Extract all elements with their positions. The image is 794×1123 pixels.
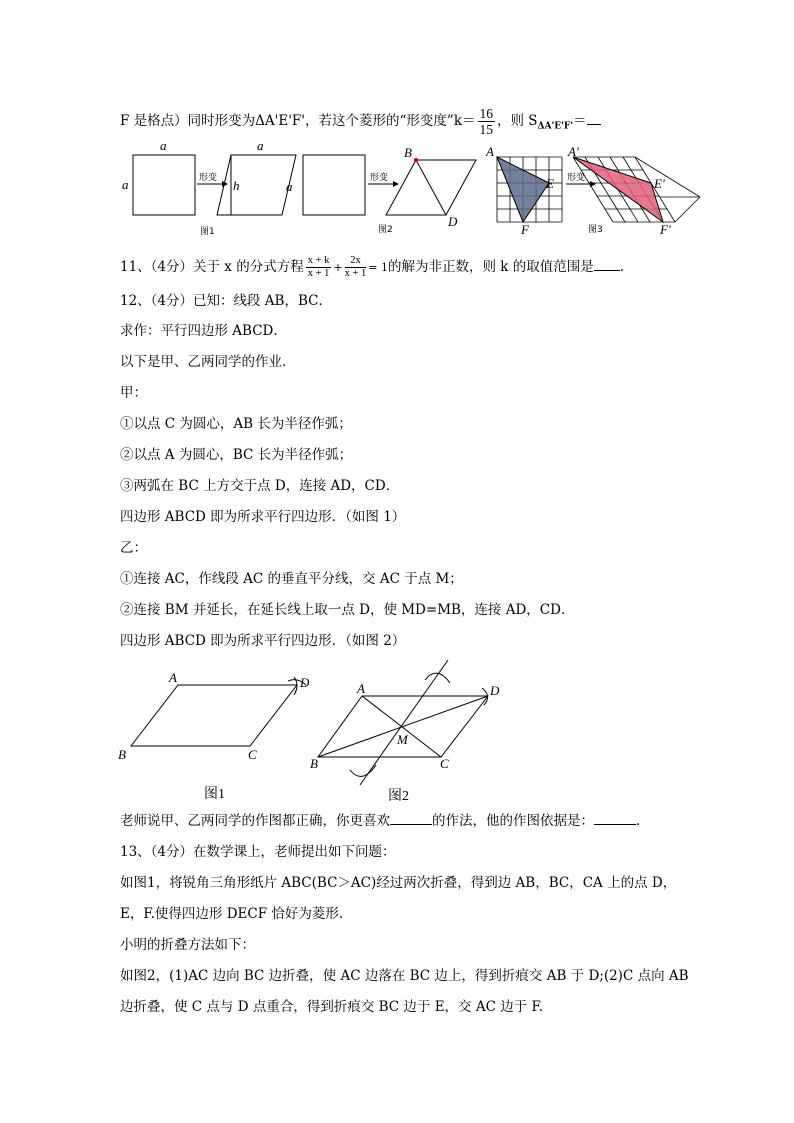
label-a3: a (257, 138, 264, 153)
q13-line5: 如图2，(1)AC 边向 BC 边折叠，使 AC 边落在 BC 边上，得到折痕交 AB 于 D;(2)C 点向 AB (120, 968, 689, 984)
k-fraction: $\frac{16}{15}$ (479, 106, 493, 137)
fig2-label-M: M (397, 732, 408, 747)
fig1-label-C: C (248, 747, 257, 762)
arrow1-label: 形变 (199, 173, 218, 183)
fig2-caption: 图2 (378, 225, 393, 235)
q10-tail-line (120, 106, 601, 137)
label-A2: A′ (568, 144, 579, 159)
label-F: F (521, 222, 529, 237)
label-a1: a (160, 138, 167, 153)
fig2-label-D: D (490, 683, 500, 698)
q13-line3: E，F.使得四边形 DECF 恰好为菱形. (120, 906, 344, 922)
q12-blank1 (390, 812, 432, 825)
parallelogram-fig1 (131, 685, 297, 746)
fig1-label-B: B (118, 747, 126, 762)
q11-answer-blank (594, 258, 620, 271)
q12-line8: 四边形 ABCD 即为所求平行四边形．（如图 1） (120, 509, 406, 525)
q13-line6: 边折叠，使 C 点与 D 点重合，得到折痕交 BC 边于 E，交 AC 边于 F. (120, 999, 544, 1015)
label-a2: a (122, 177, 129, 192)
q10-answer-blank (587, 112, 601, 125)
fig1-caption: 图1 (200, 227, 215, 237)
fig2-caption: 图2 (388, 789, 409, 804)
q13-line4: 小明的折叠方法如下： (120, 937, 255, 953)
fraction-1: $\frac{x + k}{x + 1}$ (307, 255, 330, 279)
label-E: E (546, 176, 554, 191)
q12-line3: 以下是甲、乙两同学的作业． (120, 354, 296, 370)
arrow2-label: 形变 (370, 173, 389, 183)
q12-line1: 12、（4分）已知：线段 AB，BC． (120, 293, 332, 309)
square-shape (133, 155, 195, 215)
q12-line6: ②以点 A 为圆心，BC 长为半径作弧； (120, 447, 353, 463)
fraction-2: $\frac{2x}{x + 1}$ (344, 255, 367, 279)
fig2-label-A: A (357, 681, 365, 696)
q13-line2: 如图1，将锐角三角形纸片 ABC(BC＞AC)经过两次折叠，得到边 AB，BC，CA 上的点 D， (120, 875, 677, 891)
q12-figures (0, 655, 794, 805)
label-a4: a (286, 179, 293, 194)
fig1-caption: 图1 (204, 787, 225, 802)
q12-blank2 (594, 812, 636, 825)
area-subscript: ΔA'E'F' (537, 121, 574, 132)
q10-suffix: ，则 S (497, 113, 538, 129)
label-B: B (404, 145, 412, 160)
q12-line12: 四边形 ABCD 即为所求平行四边形．（如图 2） (120, 633, 406, 649)
fig1-label-D: D (300, 675, 310, 690)
fig1-label-A: A (169, 670, 177, 685)
fig2-label-B: B (310, 756, 318, 771)
q12-line4: 甲： (120, 385, 147, 401)
label-D: D (448, 214, 458, 229)
q12-line7: ③两弧在 BC 上方交于点 D，连接 AD，CD． (120, 478, 400, 494)
rhombus-shape (217, 155, 296, 215)
triangle-A2E2F2 (573, 157, 663, 222)
q12-line2: 求作：平行四边形 ABCD． (120, 323, 287, 339)
q10-figure-row (0, 140, 794, 235)
q12-line9: 乙： (120, 540, 147, 556)
label-F2: F′ (660, 222, 671, 237)
fig2-label-C: C (440, 756, 449, 771)
q11-line: 11、（4分）关于 x 的分式方程 $\frac{x + k}{x + 1}$ + $\frac{2x}{x + 1}$ = 1的解为非正数，则 k 的取值范围是 . (120, 255, 625, 279)
q12-line11: ②连接 BM 并延长，在延长线上取一点 D，使 MD=MB，连接 AD，CD． (120, 602, 575, 618)
label-h: h (233, 178, 240, 193)
q12-line5: ①以点 C 为圆心，AB 长为半径作弧； (120, 416, 352, 432)
label-E2: E′ (654, 176, 665, 191)
q10-end: ＝ (573, 113, 587, 129)
fig3-caption: 图3 (588, 225, 603, 235)
q13-line1: 13、（4分）在数学课上，老师提出如下问题： (120, 844, 396, 860)
label-A: A (486, 144, 494, 159)
q12-answer-line: 老师说甲、乙两同学的作图都正确，你更喜欢 的作法，他的作图依据是： . (120, 813, 641, 829)
arrow3-label: 形变 (567, 173, 586, 183)
q12-line10: ①连接 AC，作线段 AC 的垂直平分线，交 AC 于点 M； (120, 571, 463, 587)
q10-prefix: F 是格点）同时形变为ΔA'E'F'，若这个菱形的“形变度”k＝ (120, 113, 476, 129)
